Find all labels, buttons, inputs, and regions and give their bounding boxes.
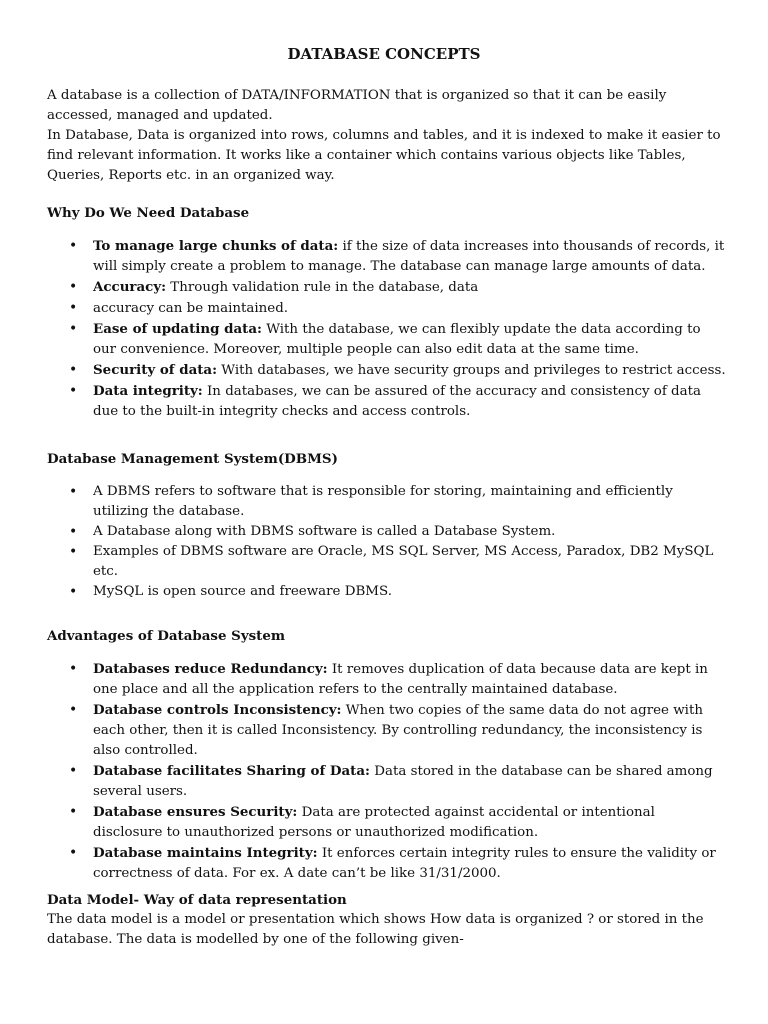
advantages-heading: Advantages of Database System: [47, 628, 286, 644]
why-list: [47, 236, 727, 422]
intro-section: [47, 86, 727, 186]
list-item: • Database controls Inconsistency: When two copies of the same data do not agree with each other, then it is called Inconsistency. By controlling redundancy, the inconsistency is also controlled.: [47, 700, 727, 761]
list-item: • Examples of DBMS software are Oracle, MS SQL Server, MS Access, Paradox, DB2 MySQL etc.: [47, 542, 727, 582]
list-item: • Data integrity: In databases, we can be assured of the accuracy and consistency of data due to the built-in integrity checks and access controls.: [47, 381, 727, 422]
list-item: • Security of data: With databases, we have security groups and privileges to restrict access.: [47, 360, 727, 381]
list-item: • accuracy can be maintained.: [47, 298, 727, 319]
dbms-section: [47, 449, 727, 602]
advantages-section: [47, 626, 727, 884]
page-title: DATABASE CONCEPTS: [287, 45, 481, 63]
list-item: • To manage large chunks of data: if the size of data increases into thousands of records, it will simply create a problem to manage. The database can manage large amounts of data.: [47, 236, 727, 277]
list-item: • A DBMS refers to software that is responsible for storing, maintaining and efficiently utilizing the database.: [47, 482, 727, 522]
data-model-section: [47, 890, 727, 950]
why-heading: Why Do We Need Database: [47, 205, 250, 221]
data-model-paragraph: The data model is a model or presentation which shows How data is organized ? or stored in the database. The data is modelled by one of the following given-: [47, 912, 704, 947]
list-item: • Databases reduce Redundancy: It removes duplication of data because data are kept in one place and all the application refers to the centrally maintained database.: [47, 659, 727, 700]
dbms-list: [47, 482, 727, 602]
list-item: • A Database along with DBMS software is called a Database System.: [47, 522, 727, 542]
why-section: [47, 203, 727, 422]
list-item: • Ease of updating data: With the database, we can flexibly update the data according to our convenience. Moreover, multiple people can also edit data at the same time.: [47, 319, 727, 360]
list-item: • Database facilitates Sharing of Data: Data stored in the database can be shared among several users.: [47, 761, 727, 802]
intro-paragraph-1: A database is a collection of DATA/INFORMATION that is organized so that it can be easily accessed, managed and updated.: [47, 88, 667, 123]
advantages-list: [47, 659, 727, 884]
list-item: • Accuracy: Through validation rule in the database, data: [47, 277, 727, 298]
data-model-heading: Data Model- Way of data representation: [47, 892, 347, 908]
list-item: • MySQL is open source and freeware DBMS.: [47, 582, 727, 602]
list-item: • Database maintains Integrity: It enforces certain integrity rules to ensure the validity or correctness of data. For ex. A date can’t be like 31/31/2000.: [47, 843, 727, 884]
list-item: • Database ensures Security: Data are protected against accidental or intentional disclosure to unauthorized persons or unauthorized modification.: [47, 802, 727, 843]
intro-paragraph-2: In Database, Data is organized into rows, columns and tables, and it is indexed to make it easier to find relevant information. It works like a container which contains various objects like Tables, Queries, Reports etc. in an organized way.: [47, 128, 721, 183]
dbms-heading: Database Management System(DBMS): [47, 451, 338, 467]
